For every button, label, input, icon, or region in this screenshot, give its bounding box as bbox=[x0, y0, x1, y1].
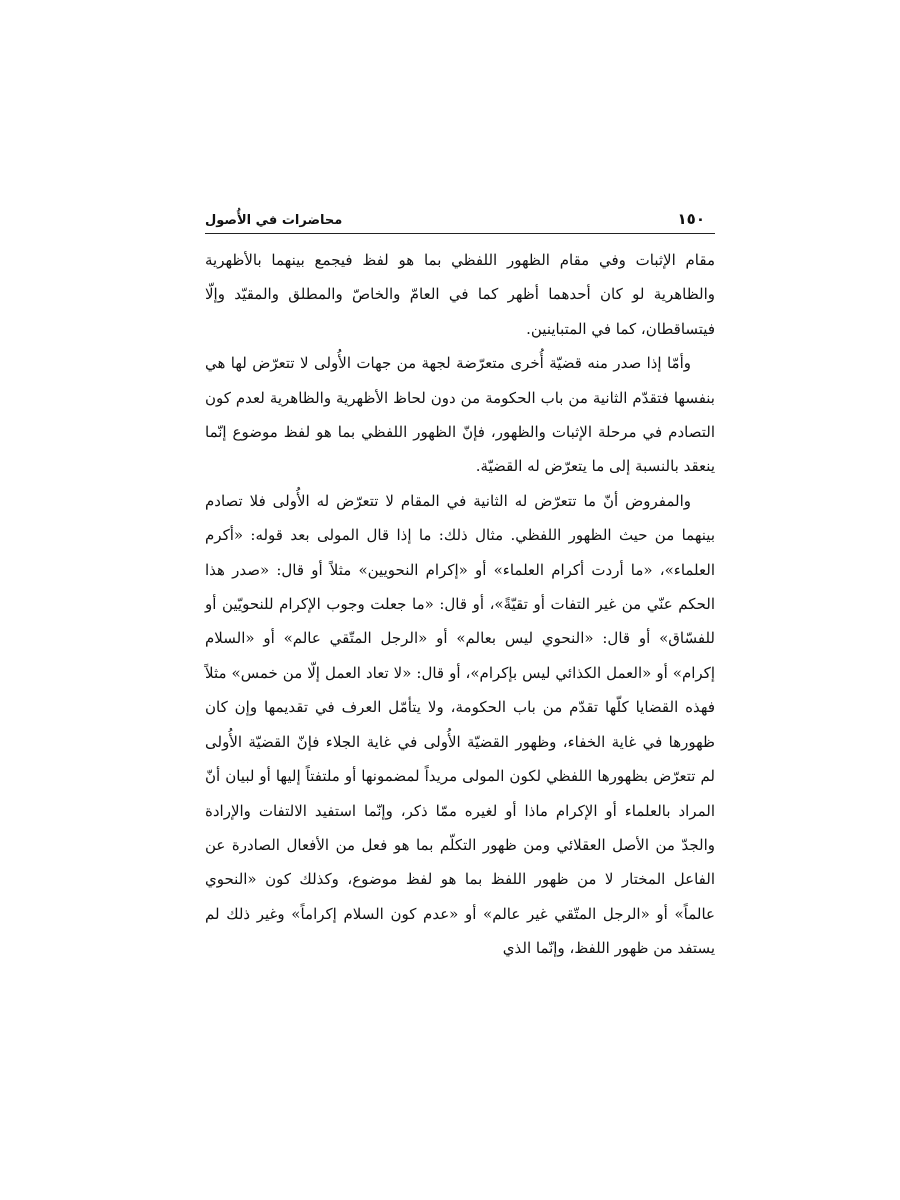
running-title: محاضرات في الأُصول bbox=[205, 213, 343, 228]
body-text bbox=[205, 243, 715, 966]
book-page bbox=[205, 198, 715, 998]
paragraph-example: والمفروض أنّ ما تتعرّض له الثانية في المقام لا تتعرّض له الأُولى فلا تصادم بينهما من حيث الظهور اللفظي. مثال ذلك: ما إذا قال المولى بعد قوله: «أكرم العلماء»، «ما أردت أكرام العلماء» أو «إكرام النحويين» مثلاً أو قال: «صدر هذا الحكم عنّي من غير التفات أو تقيّةً»، أو قال: «ما جعلت وجوب الإكرام للنحويّين أو للفسّاق» أو قال: «النحوي ليس بعالم» أو «الرجل المتّقي عالم» أو «السلام إكرام» أو «العمل الكذائي ليس بإكرام»، أو قال: «لا تعاد العمل إلّا من خمس» مثلاً فهذه القضايا كلّها تقدّم من باب الحكومة، ولا يتأمّل العرف في تقديمها وإن كان ظهورها في غاية الخفاء، وظهور القضيّة الأُولى في غاية الجلاء فإنّ القضيّة الأُولى لم تتعرّض بظهورها اللفظي لكون المولى مريداً لمضمونها أو ملتفتاً إليها أو لبيان أنّ المراد بالعلماء أو الإكرام ماذا أو لغيره ممّا ذكر، وإنّما استفيد الالتفات والإرادة والجدّ من الأصل العقلائي ومن ظهور التكلّم بما هو فعل من الأفعال الصادرة عن الفاعل المختار لا من ظهور اللفظ بما هو لفظ موضوع، وكذلك كون «النحوي عالماً» أو «الرجل المتّقي غير عالم» أو «عدم كون السلام إكراماً» وغير ذلك لم يستفد من ظهور اللفظ، وإنّما الذي bbox=[205, 491, 715, 958]
page-header bbox=[205, 198, 715, 228]
page-number: ١٥٠ bbox=[677, 210, 705, 228]
paragraph-continuation: مقام الإثبات وفي مقام الظهور اللفظي بما هو لفظ فيجمع بينهما بالأظهرية والظاهرية لو كان أحدهما أظهر كما في العامّ والخاصّ والمطلق والمقيّد وإلّا فيتساقطان، كما في المتباينين. bbox=[205, 251, 715, 338]
paragraph-governance: وأمّا إذا صدر منه قضيّة أُخرى متعرّضة لجهة من جهات الأُولى لا تتعرّض لها هي بنفسها فتقدّم الثانية من باب الحكومة من دون لحاظ الأظهرية والظاهرية لعدم كون التصادم في مرحلة الإثبات والظهور، فإنّ الظهور اللفظي بما هو لفظ موضوع إنّما ينعقد بالنسبة إلى ما يتعرّض له القضيّة. bbox=[205, 354, 715, 476]
header-rule bbox=[205, 233, 715, 234]
